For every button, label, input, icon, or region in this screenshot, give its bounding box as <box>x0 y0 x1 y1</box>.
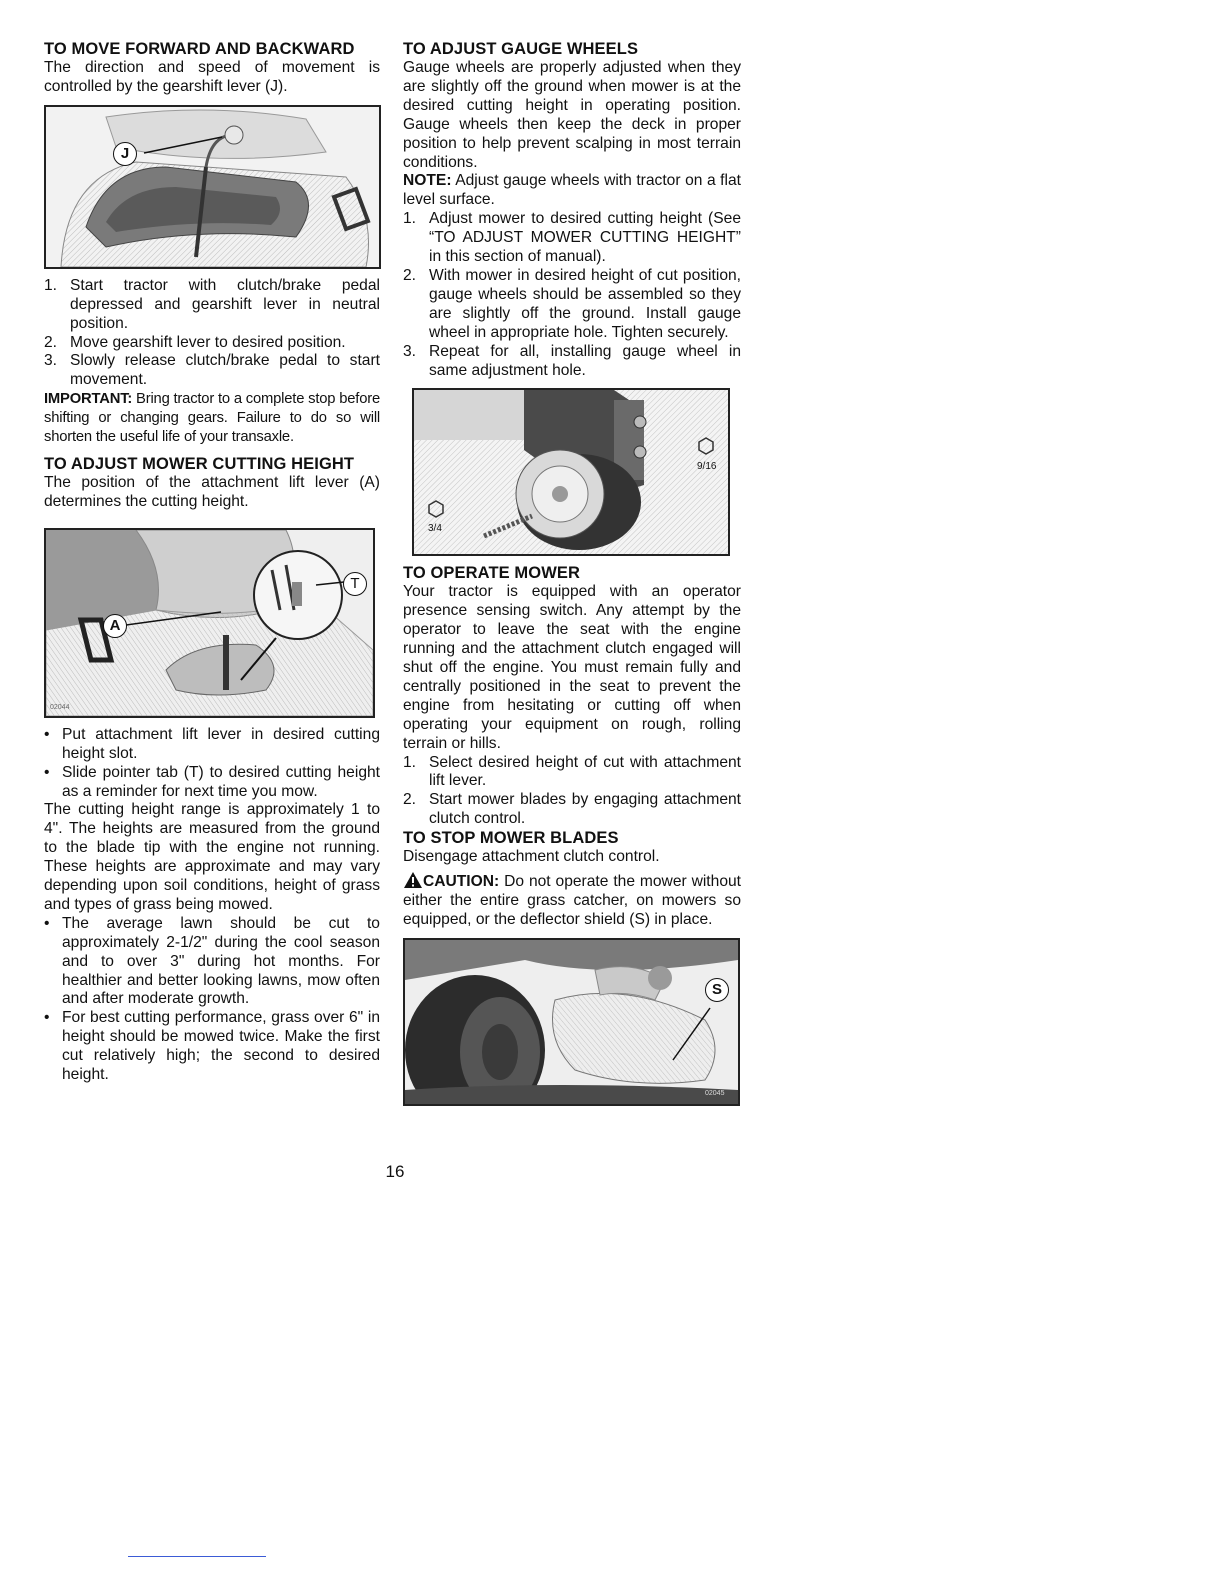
footer-link-line <box>128 1556 266 1557</box>
figure-gauge-wheel <box>412 388 730 556</box>
callout-t-label: T <box>350 574 360 592</box>
heading-stop-mower-blades: TO STOP MOWER BLADES <box>403 829 619 848</box>
lift-lever-illustration <box>46 530 373 716</box>
right-column <box>403 40 741 1106</box>
list-item: 1. Adjust mower to desired cutting height (See “TO ADJUST MOWER CUTTING HEIGHT” in this section of manual). <box>403 210 741 266</box>
callout-j <box>113 142 137 166</box>
gearshift-illustration <box>46 107 379 267</box>
figure-code: 02045 <box>705 1089 725 1097</box>
callout-j-label: J <box>120 144 130 162</box>
important-text: Bring tractor to a complete stop before shifting or changing gears. Failure to do so will shorten the useful life of your transaxle. <box>44 391 380 446</box>
operate-steps <box>403 754 741 830</box>
list-item: 2. Start mower blades by engaging attachment clutch control. <box>403 791 741 828</box>
cut-height-bullets <box>44 726 380 802</box>
heading-adjust-gauge-wheels: TO ADJUST GAUGE WHEELS <box>403 40 639 58</box>
figure-code: 02044 <box>50 703 70 711</box>
list-item: • Slide pointer tab (T) to desired cutting height as a reminder for next time you mow. <box>44 763 380 800</box>
heading-operate-mower: TO OPERATE MOWER <box>403 564 580 583</box>
list-item: 2. Move gearshift lever to desired position. <box>44 333 346 351</box>
caution-text: Do not operate the mower without either the entire grass catcher, on mowers so equipped, or the deflector shield (S) in place. <box>403 873 741 928</box>
heading-move-forward-backward: TO MOVE FORWARD AND BACKWARD <box>44 40 355 58</box>
gauge-wheel-illustration <box>414 390 728 554</box>
note-text: Adjust gauge wheels with tractor on a flat level surface. <box>403 172 741 209</box>
callout-t <box>343 572 367 596</box>
note-label: NOTE: <box>403 172 452 190</box>
list-item: 3. Slowly release clutch/brake pedal to start movement. <box>44 352 380 389</box>
callout-s-label: S <box>711 980 722 998</box>
cut-height-tips <box>44 915 380 1085</box>
list-item: • The average lawn should be cut to approximately 2-1/2" during the cool season and to over 3" during hot months. For healthier and better looking lawns, mow often and after moderate growth. <box>44 914 380 1008</box>
callout-s <box>705 978 729 1002</box>
callout-a-label: A <box>109 616 121 634</box>
list-item: 3. Repeat for all, installing gauge wheel in same adjustment hole. <box>403 342 741 379</box>
list-item: 1. Start tractor with clutch/brake pedal depressed and gearshift lever in neutral position. <box>44 276 380 332</box>
gauge-note <box>403 172 741 210</box>
list-item: 2. With mower in desired height of cut position, gauge wheels should be assembled so they are slightly off the ground. Install gauge wheel in appropriate hole. Tighten securely. <box>403 266 741 341</box>
warning-triangle-icon <box>403 871 423 889</box>
caution-note <box>403 871 741 930</box>
nut-size-label: 9/16 <box>697 461 717 473</box>
list-item: • Put attachment lift lever in desired cutting height slot. <box>44 725 380 762</box>
move-intro: The direction and speed of movement is controlled by the gearshift lever (J). <box>44 59 380 95</box>
cut-height-range: The cutting height range is approximately 1 to 4". The heights are measured from the ground to the blade tip with the engine not running. These heights are approximate and may vary depending upon soil conditions, height of grass and types of grass being mowed. <box>44 801 380 913</box>
stop-text: Disengage attachment clutch control. <box>403 848 660 866</box>
figure-deflector-shield <box>403 938 740 1106</box>
cut-height-intro: The position of the attachment lift lever (A) determines the cutting height. <box>44 473 380 510</box>
important-label: IMPORTANT: <box>44 391 133 408</box>
figure-gearshift-lever <box>44 105 381 269</box>
heading-adjust-cutting-height: TO ADJUST MOWER CUTTING HEIGHT <box>44 454 355 473</box>
page-number: 16 <box>385 1162 405 1181</box>
list-item: 1. Select desired height of cut with attachment lift lever. <box>403 753 741 790</box>
figure-attachment-lift-lever <box>44 528 375 718</box>
important-note <box>44 390 380 447</box>
deflector-illustration <box>405 940 738 1104</box>
callout-a <box>103 614 127 638</box>
move-steps <box>44 277 380 390</box>
gauge-intro: Gauge wheels are properly adjusted when they are slightly off the ground when mower is at the desired cutting height in operating position. Gauge wheels then keep the deck in proper position to help prevent scalping in most terrain conditions. <box>403 59 741 171</box>
caution-label: CAUTION: <box>423 873 500 891</box>
operate-intro: Your tractor is equipped with an operator presence sensing switch. Any attempt by the operator to leave the seat with the engine running and the attachment clutch engaged will shut off the engine. You must remain fully and centrally positioned in the seat to prevent the engine from hesitating or cutting off when operating your equipment on rough, rolling terrain or hills. <box>403 583 741 752</box>
gauge-steps <box>403 210 741 380</box>
left-column <box>44 40 380 1085</box>
list-item: • For best cutting performance, grass over 6" in height should be mowed twice. Make the first cut relatively high; the second to desired height. <box>44 1009 380 1084</box>
bolt-size-label: 3/4 <box>428 523 442 535</box>
